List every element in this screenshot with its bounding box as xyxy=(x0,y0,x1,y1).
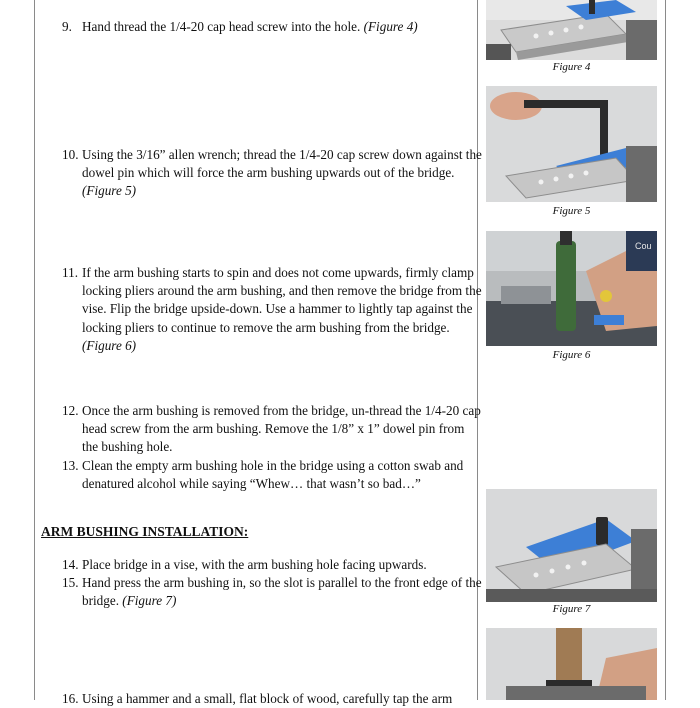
figure-7-caption: Figure 7 xyxy=(552,603,591,615)
step-number: 16. xyxy=(62,691,79,706)
step-text: Hand thread the 1/4-20 cap head screw into the hole. xyxy=(82,19,364,34)
step-text: Using a hammer and a small, flat block of wood, carefully tap the arm xyxy=(82,691,453,706)
step-number: 10. xyxy=(62,147,79,162)
step-14 xyxy=(62,556,482,574)
figure-reference: (Figure 5) xyxy=(82,183,137,199)
step-number: 12. xyxy=(62,403,79,418)
figure-5-photo xyxy=(486,86,657,202)
figure-6-photo xyxy=(486,231,657,346)
figure-reference: (Figure 6) xyxy=(82,337,137,353)
figure-7-photo xyxy=(486,489,657,602)
step-9 xyxy=(62,18,482,36)
figure-reference: (Figure 7) xyxy=(122,593,177,609)
step-number: 9. xyxy=(62,19,72,34)
left-margin-line xyxy=(34,0,35,700)
step-text: Hand press the arm bushing in, so the slot is parallel to the front edge of the bridge. xyxy=(82,575,482,609)
figure-5-caption: Figure 5 xyxy=(552,205,591,217)
step-text: Clean the empty arm bushing hole in the bridge using a cotton swab and denatured alcohol while saying “Whew… that wasn’t so bad…” xyxy=(82,458,464,492)
figure-8-photo xyxy=(486,628,657,700)
right-margin-line xyxy=(665,0,666,700)
sleeve-label: Cou xyxy=(635,241,652,251)
figure-4-caption: Figure 4 xyxy=(552,61,591,73)
step-text: Place bridge in a vise, with the arm bushing hole facing upwards. xyxy=(82,557,427,572)
step-text: Once the arm bushing is removed from the bridge, un-thread the 1/4-20 cap head screw from the arm bushing. Remove the 1/8” x 1” dowel pin from the bushing hole. xyxy=(82,403,481,455)
step-text: If the arm bushing starts to spin and does not come upwards, firmly clamp locking pliers around the arm bushing, and then remove the bridge from the vise. Flip the bridge upside-down. Use a hammer to lightly tap against the locking pliers to continue to remove the arm bushing from the bridge. xyxy=(82,265,482,335)
section-heading: ARM BUSHING INSTALLATION: xyxy=(41,524,249,539)
step-number: 14. xyxy=(62,557,79,572)
step-11 xyxy=(62,264,482,355)
figure-4-photo xyxy=(486,0,657,60)
step-16 xyxy=(62,690,502,708)
step-15 xyxy=(62,574,482,610)
figure-6-caption: Figure 6 xyxy=(552,349,591,361)
figure-reference: (Figure 4) xyxy=(363,19,418,34)
step-number: 11. xyxy=(62,265,78,280)
step-12 xyxy=(62,402,482,457)
step-10 xyxy=(62,146,482,201)
step-13 xyxy=(62,457,482,493)
step-number: 15. xyxy=(62,575,79,590)
step-number: 13. xyxy=(62,458,79,473)
step-text: Using the 3/16” allen wrench; thread the 1/4-20 cap screw down against the dowel pin which will force the arm bushing upwards out of the bridge. xyxy=(82,147,482,181)
